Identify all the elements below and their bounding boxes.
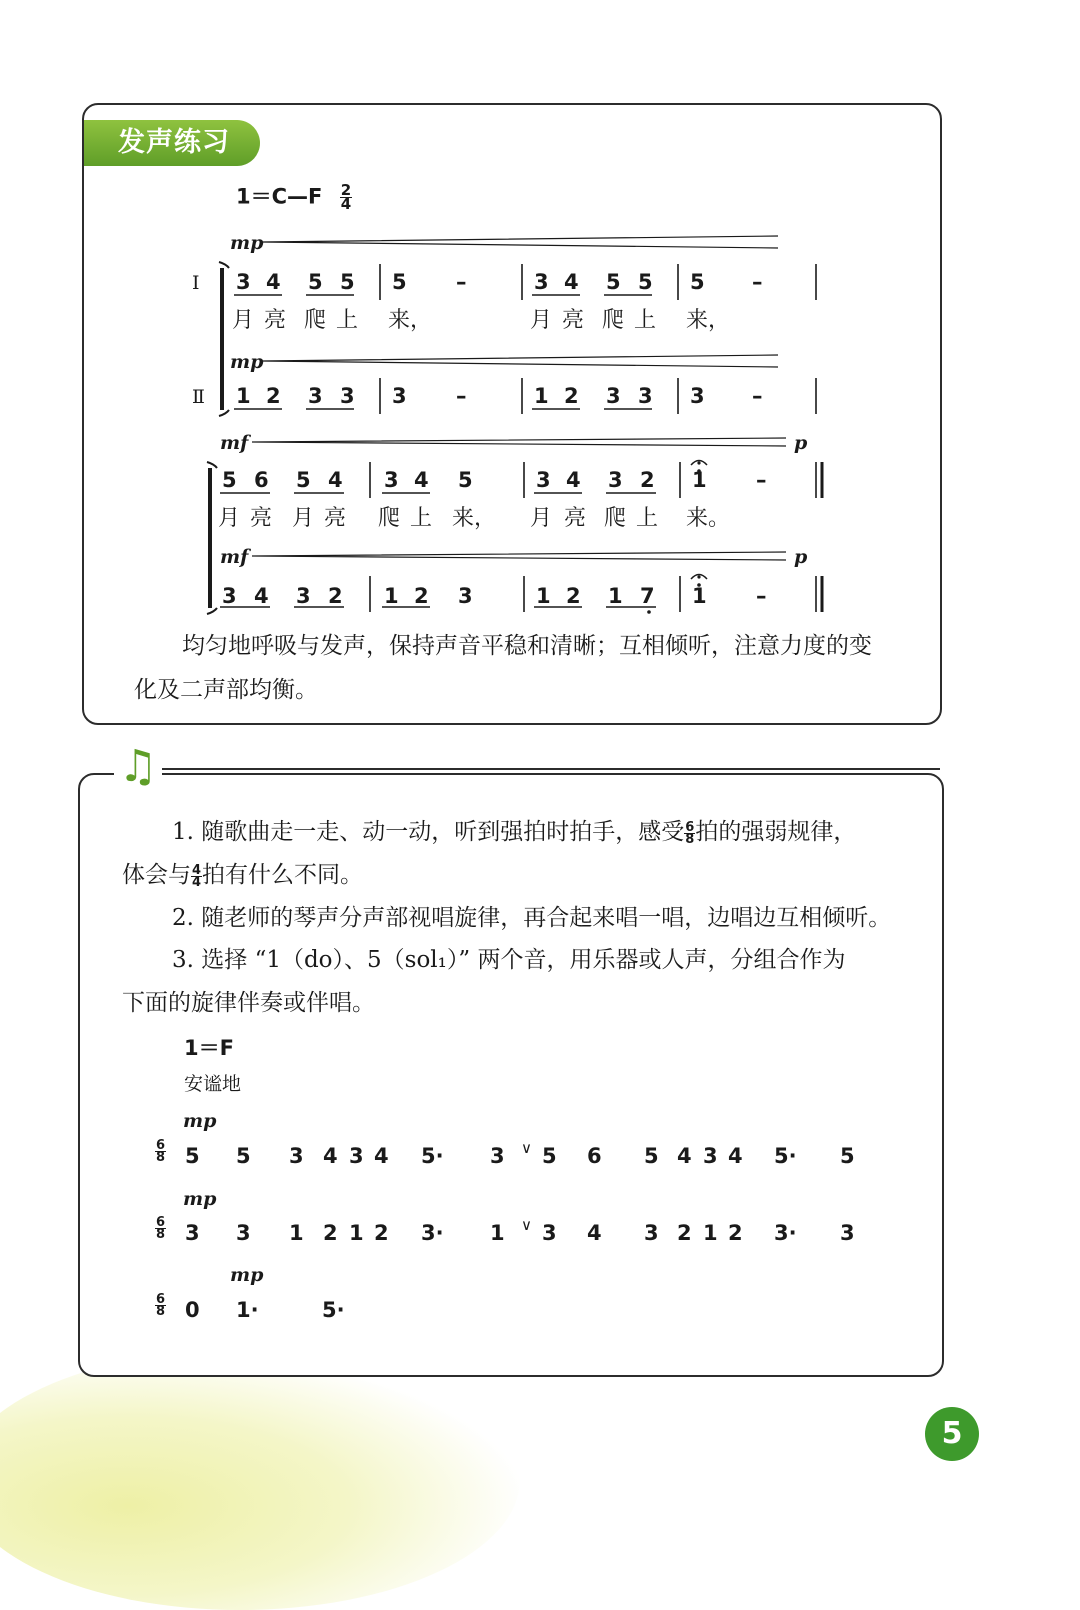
dynamic-p-row4: p [794, 546, 808, 568]
breath-mark: ∨ [521, 1216, 532, 1234]
note: 3 [534, 270, 549, 294]
lyric: 亮 [250, 506, 273, 531]
dash: – [756, 468, 767, 492]
note: 5 [308, 270, 323, 294]
note: 2 [414, 584, 429, 608]
activity-item-2: 2. 随老师的琴声分声部视唱旋律，再合起来唱一唱，边唱边互相倾听。 [172, 905, 892, 931]
lyric: 月 [218, 506, 241, 531]
note: 3 [458, 584, 473, 608]
note: 3 [644, 1221, 659, 1245]
note: 5 [296, 468, 311, 492]
instruction-text: 均匀地呼吸与发声，保持声音平稳和清晰；互相倾听，注意力度的变 [182, 633, 872, 659]
note: 2 [728, 1221, 743, 1245]
note: 1 [703, 1221, 718, 1245]
note: 2 [323, 1221, 338, 1245]
part-one-label: Ⅰ [192, 272, 200, 294]
note: 1· [236, 1298, 259, 1322]
dynamic-mp-row2: mp [230, 351, 264, 373]
note: 6 [254, 468, 269, 492]
note: 2 [677, 1221, 692, 1245]
note: 3 [606, 384, 621, 408]
note: 1 [692, 584, 707, 608]
dash: – [456, 270, 467, 294]
note: 4 [587, 1221, 602, 1245]
note: 3 [840, 1221, 855, 1245]
activity-item-3-cont: 下面的旋律伴奏或伴唱。 [122, 990, 375, 1016]
note: 1 [608, 584, 623, 608]
lyric: 亮 [264, 308, 287, 333]
time-signature: $\frac{6}{8}$ [156, 1138, 166, 1165]
lyric: 上 [636, 506, 659, 531]
lyric: 月 [530, 308, 553, 333]
note: 5 [644, 1144, 659, 1168]
note: 3 [185, 1221, 200, 1245]
note: 2 [564, 384, 579, 408]
note: 4 [414, 468, 429, 492]
lyric: 爬 [604, 506, 627, 531]
dash: – [752, 270, 763, 294]
note: 1 [349, 1221, 364, 1245]
dash: – [752, 384, 763, 408]
note: 1 [692, 468, 707, 492]
instruction-text: 化及二声部均衡。 [134, 677, 318, 703]
time-signature: $\frac{4}{4}$ [192, 862, 202, 890]
lyric: 月 [292, 506, 315, 531]
dynamic-mf-row4: mf [220, 546, 249, 568]
note: 3 [536, 468, 551, 492]
note: 3 [236, 270, 251, 294]
note: 3 [608, 468, 623, 492]
note: 1 [289, 1221, 304, 1245]
note: 4 [728, 1144, 743, 1168]
note: 2 [266, 384, 281, 408]
note: 4 [254, 584, 269, 608]
note: 3 [289, 1144, 304, 1168]
music-note-icon: ♫ [114, 742, 162, 792]
box-header-rule [160, 768, 940, 770]
note: 2 [566, 584, 581, 608]
lyric: 月 [232, 308, 255, 333]
time-signature: $\frac{6}{8}$ [156, 1215, 166, 1242]
breath-mark: ∨ [521, 1139, 532, 1157]
note: 5 [236, 1144, 251, 1168]
note: 3 [236, 1221, 251, 1245]
note: 0 [185, 1298, 200, 1322]
page-number: 5 [925, 1407, 979, 1461]
lyric: 来， [686, 308, 731, 333]
note: 3 [222, 584, 237, 608]
note: 3 [340, 384, 355, 408]
lyric: 上 [410, 506, 433, 531]
note: 3 [638, 384, 653, 408]
lyric: 上 [634, 308, 657, 333]
lyric: 亮 [562, 308, 585, 333]
note: 3 [384, 468, 399, 492]
dynamic-mf-row3: mf [220, 432, 249, 454]
note: 3 [542, 1221, 557, 1245]
note: 2 [328, 584, 343, 608]
note: 5· [421, 1144, 444, 1168]
activity-item-1-cont: 体会与 $\frac{4}{4}$拍有什么不同。 [122, 862, 364, 890]
lyric: 爬 [378, 506, 401, 531]
note: 4 [374, 1144, 389, 1168]
note: 5 [606, 270, 621, 294]
lyric: 上 [336, 308, 359, 333]
tempo-marking: 安谧地 [184, 1073, 242, 1095]
dynamic-p-row3: p [794, 432, 808, 454]
note: 5 [340, 270, 355, 294]
note: 1 [236, 384, 251, 408]
section-title-tab: 发声练习 [84, 120, 260, 166]
dynamic-mp: mp [183, 1188, 217, 1210]
note: 5 [542, 1144, 557, 1168]
key-signature: 1＝C—F $\frac{2}{4}$ [236, 181, 352, 213]
lyric: 月 [530, 506, 553, 531]
dash: – [456, 384, 467, 408]
note: 3· [421, 1221, 444, 1245]
note: 1 [536, 584, 551, 608]
note: 2 [374, 1221, 389, 1245]
note: 4 [323, 1144, 338, 1168]
lyric: 爬 [602, 308, 625, 333]
note: 4 [564, 270, 579, 294]
note: 3 [490, 1144, 505, 1168]
note: 3 [308, 384, 323, 408]
note: 5 [392, 270, 407, 294]
dynamic-mp-row1: mp [230, 232, 264, 254]
lyric: 来， [452, 506, 497, 531]
note: 3 [690, 384, 705, 408]
note: 7 [640, 584, 655, 608]
note: 5 [840, 1144, 855, 1168]
note: 5· [774, 1144, 797, 1168]
lyric: 爬 [304, 308, 327, 333]
activity-item-1: 1. 随歌曲走一走、动一动，听到强拍时拍手，感受 $\frac{6}{8}$拍的强弱规律， [172, 819, 857, 847]
note: 3· [774, 1221, 797, 1245]
note: 5 [458, 468, 473, 492]
time-signature: $\frac{6}{8}$ [685, 819, 695, 847]
note: 3 [703, 1144, 718, 1168]
lyric: 来， [388, 308, 433, 333]
part-two-label: Ⅱ [192, 386, 205, 408]
note: 3 [392, 384, 407, 408]
dash: – [756, 584, 767, 608]
note: 3 [296, 584, 311, 608]
note: 5 [185, 1144, 200, 1168]
note: 4 [328, 468, 343, 492]
note: 1 [490, 1221, 505, 1245]
lyric: 亮 [564, 506, 587, 531]
note: 6 [587, 1144, 602, 1168]
lyric: 来。 [686, 506, 731, 531]
note: 5· [322, 1298, 345, 1322]
key-signature: 1＝F [184, 1036, 234, 1060]
note: 1 [534, 384, 549, 408]
note: 5 [222, 468, 237, 492]
note: 4 [566, 468, 581, 492]
note: 5 [690, 270, 705, 294]
note: 4 [266, 270, 281, 294]
note: 2 [640, 468, 655, 492]
note: 4 [677, 1144, 692, 1168]
note: 3 [349, 1144, 364, 1168]
dynamic-mp: mp [183, 1110, 217, 1132]
time-signature: $\frac{6}{8}$ [156, 1292, 166, 1319]
note: 5 [638, 270, 653, 294]
dynamic-mp: mp [230, 1264, 264, 1286]
lyric: 亮 [324, 506, 347, 531]
time-signature: $\frac{2}{4}$ [340, 181, 352, 213]
activity-item-3: 3. 选择 “1（do）、5（sol₁）” 两个音，用乐器或人声，分组合作为 [172, 947, 846, 973]
note: 1 [384, 584, 399, 608]
